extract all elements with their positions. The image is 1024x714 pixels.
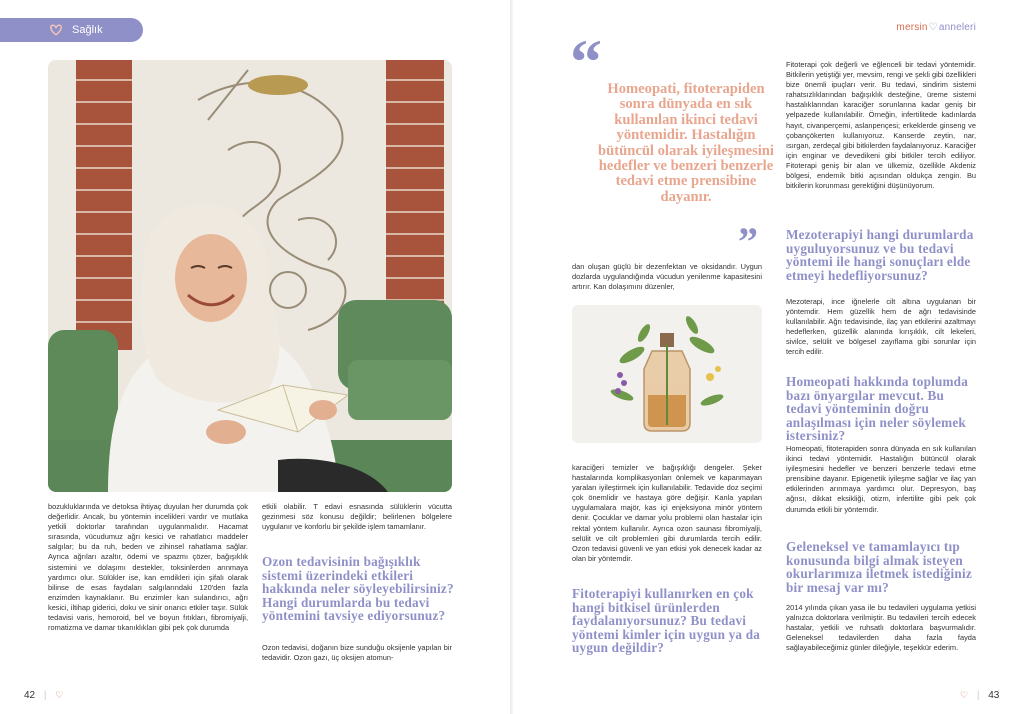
doctor-photo-illustration: [48, 60, 452, 492]
brand-part1: mersin: [896, 22, 928, 33]
left-col-2: [262, 502, 452, 538]
heart-outline-icon: [48, 23, 64, 37]
heart-outline-icon: ♡: [55, 690, 64, 700]
right-col-4-p1: [786, 60, 976, 197]
question-heading: Fitoterapiyi kullanırken en çok hangi bitkisel ürünlerden faydalanıyorsunuz? Bu tedavi yöntemi kimler için uygun ya da uygun değildir?: [572, 586, 761, 656]
herbal-bottle-image: [572, 305, 762, 443]
doctor-photo: [48, 60, 452, 492]
paragraph: Ozon tedavisi, doğanın bize sunduğu oksijenle yapılan bir tedavidir. Ozon gazı, üç oksijen atomun-: [262, 643, 452, 663]
paragraph: Mezoterapi, ince iğnelerle cilt altına uygulanan bir yöntemdir. Hem güzellik hem de ağrı tedavisinde kullanılabilir. Ağrı tedavisinde, ilaç yan etkilerini azaltmayı hedeflerken, güzellik alanında kırışıklık, cilt lekeleri, sivilce, selülit ve bölgesel zayıflama gibi sorunlar için tercih edilir.: [786, 297, 976, 357]
brand-logo: [896, 22, 976, 33]
close-quote-icon: ”: [738, 219, 758, 264]
paragraph: Fitoterapi çok değerli ve eğlenceli bir tedavi yöntemidir. Bitkilerin yetiştiği yer, mevsim, rengi ve şekli gibi özellikleri bize önemli ipuçları verir. Bu tedavi, sindirim sistemi rahatsızlıklarından bağışıklık desteğine, üreme sistemi hastalıklarından karaciğer sorunlarına kadar geniş bir yelpazede kullanılabilir. Örneğin, infertilitede kadınlarda hayıt, civanperçemi, aslanpençesi; erkeklerde ginseng ve çobançökerten kullanıyoruz. Kanserde zeytin, nar, ısırgan, zerdeçal gibi bitkilerden faydalanıyoruz. Karaciğer için enginar ve devedikeni gibi bitkiler tercih ediliyor. Fitoterapi geniş bir alan ve ülkemiz, özellikle Akdeniz bölgesi, endemik bitki açısından oldukça zengin. Bu bitkilerin korunması gerektiğini düşünüyorum.: [786, 60, 976, 191]
open-quote-icon: “: [570, 26, 602, 97]
paragraph: etkili olabilir. T edavi esnasında sülüklerin vücutta gezinmesi söz konusu değildir; belirlenen bölgelere uygulanır ve konforlu bir şekilde işlem tamamlanır.: [262, 502, 452, 532]
right-col-4-p4: [786, 603, 976, 659]
right-col-4-p2: [786, 297, 976, 364]
paragraph: bozukluklarında ve detoksa ihtiyaç duyulan her durumda çok değerlidir. Ancak, bu yöntemin incelikleri vardır ve mutlaka yetkili doktorlar tarafından uygulanmalıdır. Hacamat sırasında, vücudumuz ağrı kesici ve rahatlatıcı maddeler salgılar; bu da ruh, beden ve zihinsel rahatlama sağlar. Ayrıca ağrıları azaltır, ödemi ve spazmı çözer, bağışıklık sistemini ve dolaşımı destekler, toksinlerden arınmaya yardımcı olur. Sülükler ise, kan emdikleri için şifalı olarak bilinse de esas faydaları salgılarındaki 120'den fazla enzimden kaynaklanır. Bu enzimler kan sulandırıcı, ağrı kesici, iltihap giderici, doku ve sinir onarıcı etkiler taşır. Sülük tedavisi varis, hemoroid, bel ve boyun fıtıkları, fibromiyalji, romatizma ve damar tıkanıklıkları gibi pek çok durumda: [48, 502, 248, 633]
left-col-2-bottom: [262, 643, 452, 669]
right-col-3-top: [572, 262, 762, 298]
question-heading: Homeopati hakkında toplumda bazı önyargılar mevcut. Bu tedavi yönteminin doğru anlaşılması için neler söylemek istersiniz?: [786, 374, 969, 444]
pull-quote: Homeopati, fitoterapiden sonra dünyada en sık kullanılan ikinci tedavi yöntemidir. Hastalığın bütüncül olarak iyileşmesini hedefler ve benzeri benzerle tedavi etme prensibine dayanır.: [598, 81, 774, 205]
brand-part2: anneleri: [938, 22, 976, 33]
right-col-4-p3: [786, 444, 976, 521]
page-number-right: ♡ | 43: [960, 690, 1000, 701]
left-col-1: [48, 502, 248, 639]
paragraph: dan oluşan güçlü bir dezenfektan ve oksidandır. Uygun dozlarda uygulandığında vücudun yenilenme kapasitesini artırır. Kan dolaşımını düzenler,: [572, 262, 762, 292]
section-tag-label: Sağlık: [72, 24, 103, 36]
page-number: 42: [24, 690, 36, 701]
question-heading: Ozon tedavisinin bağışıklık sistemi üzerindeki etkileri hakkında neler söyleyebilirsiniz? Hangi durumlarda bu tedavi yöntemini tavsiye ediyorsunuz?: [262, 554, 454, 624]
herbal-bottle-illustration: [572, 305, 762, 443]
paragraph: karaciğeri temizler ve bağışıklığı dengeler. Şeker hastalarında komplikasyonları önlemek ve kapanmayan yaraları iyileştirmek için kullanılabilir. Tedavide doz seçimi çok önemlidir ve hastaya göre değişir. Kanla yapılan uygulamalara majör, kas içi enjeksiyona minör yöntem denir. Çocuklar ve damar yolu problemi olan hastalar için rektal yöntem kullanılır. Ayrıca ozon saunası fibromiyalji, selülit ve cilt problemleri gibi durumlarda tercih edilir. Ozon tedavisi güvenli ve yan etkisi yok denecek kadar az olan bir yöntemdir.: [572, 463, 762, 563]
right-col-3-bottom: [572, 463, 762, 570]
paragraph: 2014 yılında çıkan yasa ile bu tedavileri uygulama yetkisi yalnızca doktorlara verilmiştir. Bu tedavileri tercih edecek hastalar, yetkili ve ruhsatlı doktorlara başvurmalıdır. Geleneksel tedavilerden daha fazla fayda sağlayabileceğimiz günler dileğiyle, teşekkür ederim.: [786, 603, 976, 653]
section-tag: [0, 18, 143, 42]
left-page: [0, 0, 510, 714]
heart-outline-icon: ♡: [928, 22, 938, 33]
page-number: 43: [988, 690, 1000, 701]
question-heading: Geleneksel ve tamamlayıcı tıp konusunda bilgi almak isteyen okurlarımıza iletmek istediğiniz bir mesaj var mı?: [786, 539, 972, 595]
paragraph: Homeopati, fitoterapiden sonra dünyada en sık kullanılan ikinci tedavi yöntemidir. Hastalığın bütüncül olarak iyileşmesini hedefler ve benzeri benzerle tedavi etme prensibine dayanır. Epigenetik iyileşme sağlar ve ilaç yan etkilerinden arınmaya yardımcı olur. Depresyon, baş ağrısı, dikkat eksikliği, otizm, infertilite gibi pek çok durumda etkili bir yöntemdir.: [786, 444, 976, 514]
question-heading: Mezoterapiyi hangi durumlarda uyguluyorsunuz ve bu tedavi yöntemi ile hangi sonuçları elde etmeyi hedefliyorsunuz?: [786, 227, 974, 283]
heart-outline-icon: ♡: [960, 690, 969, 700]
page-number-left: 42 | ♡: [24, 690, 64, 701]
